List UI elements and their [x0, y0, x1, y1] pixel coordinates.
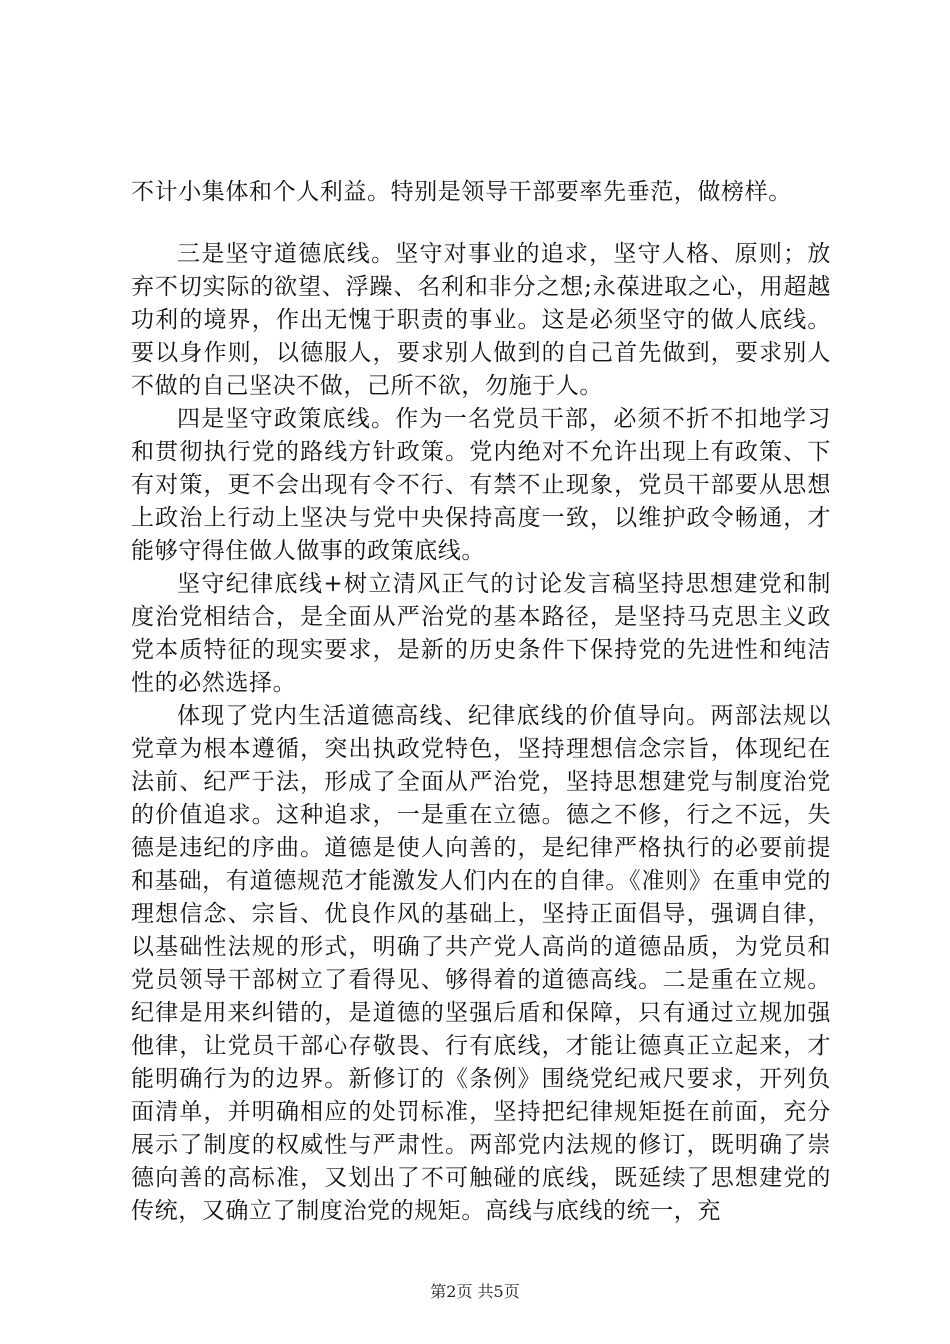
paragraph-discipline-speech: 坚守纪律底线+树立清风正气的讨论发言稿坚持思想建党和制度治党相结合，是全面从严治党的基本路径，是坚持马克思主义政党本质特征的现实要求，是新的历史条件下保持党的先进性和纯洁性的必然选择。 [131, 571, 831, 696]
paragraph-gap [131, 209, 831, 238]
paragraph-continuation: 不计小集体和个人利益。特别是领导干部要率先垂范，做榜样。 [131, 179, 792, 205]
page-number-footer: 第2页 共5页 [430, 1282, 520, 1301]
paragraph-policy-baseline: 四是坚守政策底线。作为一名党员干部，必须不折不扣地学习和贯彻执行党的路线方针政策。党内绝对不允许出现上有政策、下有对策，更不会出现有令不行、有禁不止现象，党员干部要从思想上政治上行动上坚决与党中央保持高度一致，以维护政令畅通，才能够守得住做人做事的政策底线。 [131, 406, 831, 564]
document-body [131, 176, 831, 1228]
paragraph-moral-baseline: 三是坚守道德底线。坚守对事业的追求，坚守人格、原则；放弃不切实际的欲望、浮躁、名利和非分之想;永葆进取之心，用超越功利的境界，作出无愧于职责的事业。这是必须坚守的做人底线。要以身作则，以德服人，要求别人做到的自己首先做到，要求别人不做的自己坚决不做，己所不欲，勿施于人。 [131, 241, 831, 399]
paragraph-value-orientation: 体现了党内生活道德高线、纪律底线的价值导向。两部法规以党章为根本遵循，突出执政党特色，坚持理想信念宗旨，体现纪在法前、纪严于法，形成了全面从严治党，坚持思想建党与制度治党的价值追求。这种追求，一是重在立德。德之不修，行之不远，失德是违纪的序曲。道德是使人向善的，是纪律严格执行的必要前提和基础，有道德规范才能激发人们内在的自律。《准则》在重申党的理想信念、宗旨、优良作风的基础上，坚持正面倡导，强调自律，以基础性法规的形式，明确了共产党人高尚的道德品质，为党员和党员领导干部树立了看得见、够得着的道德高线。二是重在立规。纪律是用来纠错的，是道德的坚强后盾和保障，只有通过立规加强他律，让党员干部心存敬畏、行有底线，才能让德真正立起来，才能明确行为的边界。新修订的《条例》围绕党纪戒尺要求，开列负面清单，并明确相应的处罚标准，坚持把纪律规矩挺在前面，充分展示了制度的权威性与严肃性。两部党内法规的修订，既明确了崇德向善的高标准，又划出了不可触碰的底线，既延续了思想建党的传统，又确立了制度治党的规矩。高线与底线的统一，充 [131, 703, 831, 1224]
